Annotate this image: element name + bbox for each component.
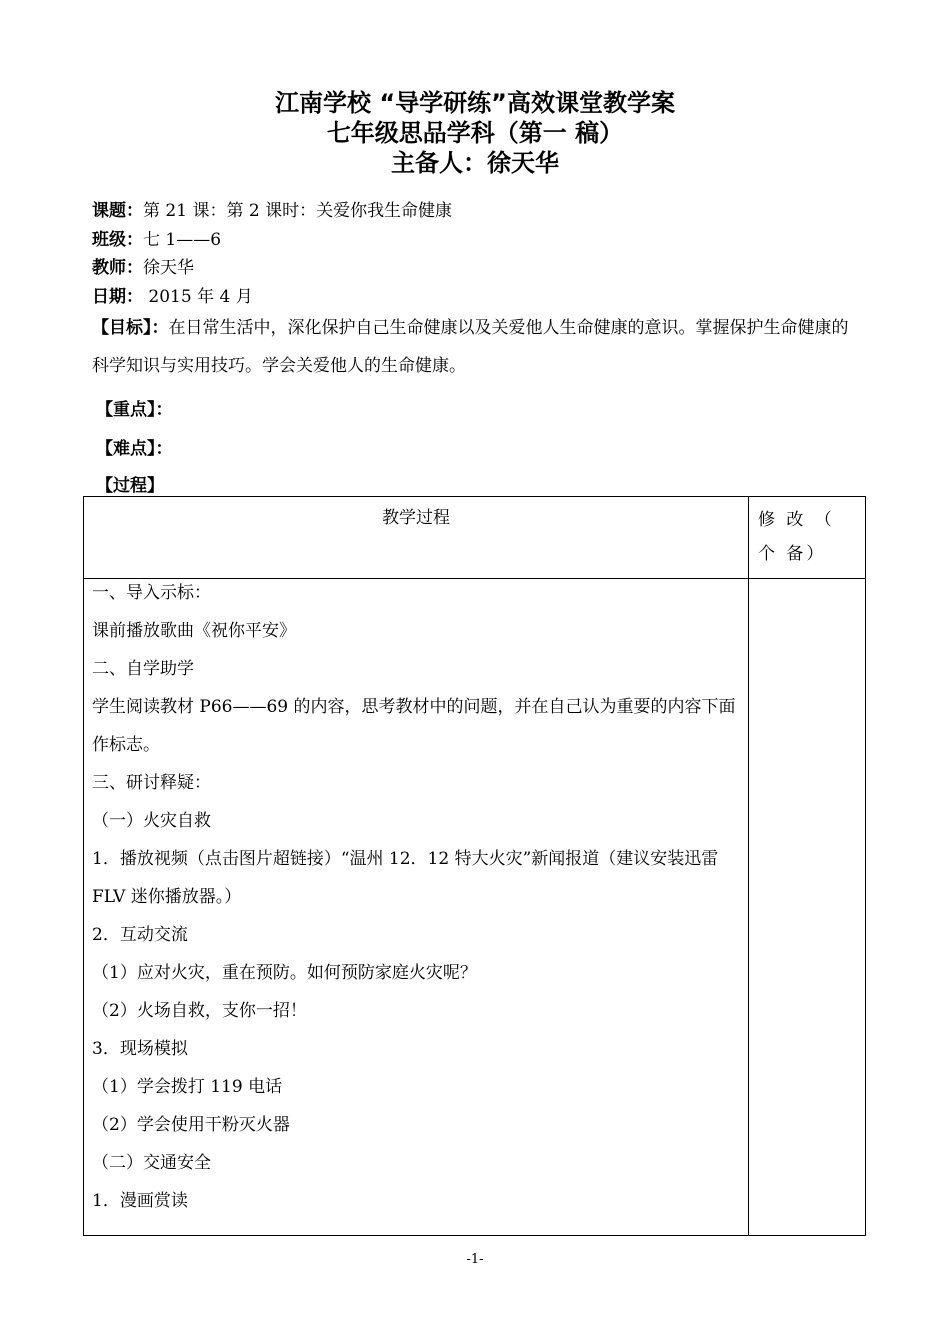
process-line: 学生阅读教材 P66——69 的内容，思考教材中的问题，并在自己认为重要的内容下面作标志。 — [92, 697, 736, 755]
goal-text: 在日常生活中，深化保护自己生命健康以及关爱他人生命健康的意识。掌握保护生命健康的科学知识与实用技巧。学会关爱他人的生命健康。 — [92, 318, 849, 376]
goal-paragraph — [92, 309, 862, 385]
process-line: （2）学会使用干粉灭火器 — [92, 1115, 290, 1135]
process-label: 【过程】 — [96, 476, 164, 496]
process-line: （2）火场自救，支你一招！ — [92, 1001, 307, 1021]
process-line: （1）应对火灾，重在预防。如何预防家庭火灾呢？ — [92, 963, 477, 983]
date-label: 日期： — [92, 287, 143, 307]
doc-subtitle: 七年级思品学科（第一 稿） — [326, 119, 624, 147]
doc-author: 主备人：徐天华 — [391, 149, 559, 177]
process-line: 3．现场模拟 — [92, 1039, 188, 1059]
meta-topic — [92, 201, 452, 221]
process-line: 二、自学助学 — [92, 659, 194, 679]
process-line: 课前播放歌曲《祝你平安》 — [92, 621, 296, 641]
teacher-value: 徐天华 — [143, 258, 194, 278]
table-header-process: 教学过程 — [382, 508, 450, 528]
date-value: 2015 年 4 月 — [143, 287, 253, 307]
process-line: 1．漫画赏读 — [92, 1191, 188, 1211]
meta-teacher — [92, 258, 194, 278]
key-points-label: 【重点】： — [96, 400, 173, 420]
page-number: -1- — [466, 1252, 484, 1267]
doc-title: 江南学校 “导学研练”高效课堂教学案 — [275, 89, 675, 117]
process-line: （二）交通安全 — [92, 1153, 211, 1173]
process-line: （1）学会拨打 119 电话 — [92, 1077, 283, 1097]
process-content — [92, 583, 742, 1229]
difficulties-label: 【难点】： — [96, 439, 173, 459]
table-header-divider — [84, 578, 865, 579]
table-header-revision: 修 改 （ 个 备） — [758, 510, 835, 564]
process-line: （一）火灾自救 — [92, 811, 211, 831]
meta-class — [92, 230, 221, 250]
process-line: 一、导入示标： — [92, 583, 211, 603]
lesson-table — [83, 496, 866, 1236]
process-line: 1．播放视频（点击图片超链接）“温州 12．12 特大火灾”新闻报道（建议安装迅雷 FLV 迷你播放器。） — [92, 849, 719, 907]
meta-date — [92, 287, 253, 307]
class-value: 七 1——6 — [143, 230, 222, 250]
teacher-label: 教师： — [92, 258, 143, 278]
table-column-divider — [748, 497, 749, 1235]
process-line: 2．互动交流 — [92, 925, 188, 945]
class-label: 班级： — [92, 230, 143, 250]
process-line: 三、研讨释疑： — [92, 773, 211, 793]
goal-label: 【目标】： — [92, 318, 169, 338]
topic-label: 课题： — [92, 201, 143, 221]
topic-value: 第 21 课：第 2 课时：关爱你我生命健康 — [143, 201, 453, 221]
